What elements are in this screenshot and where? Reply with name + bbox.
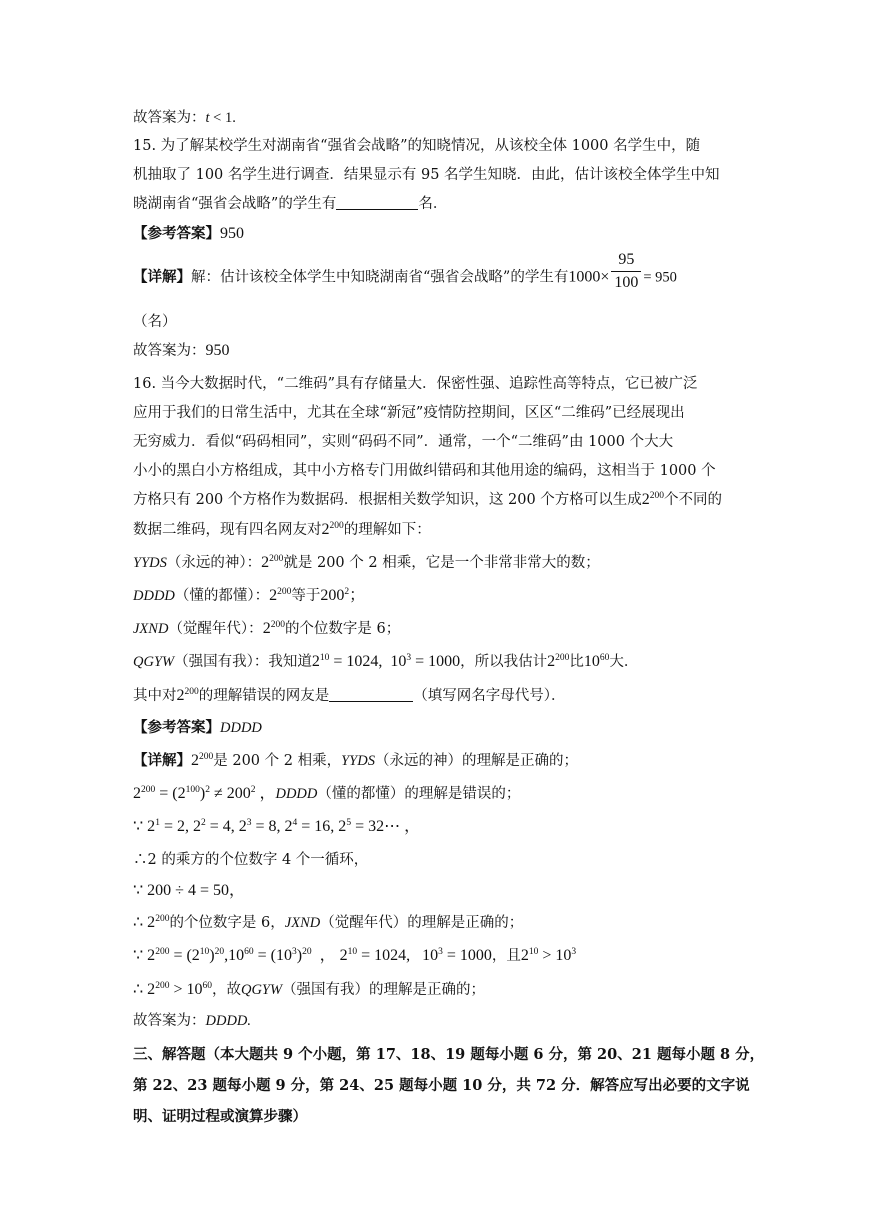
detail-16-line-7 [133,946,733,966]
detail-label: 【详解】 [133,268,191,286]
opinion-text: 等于 [291,588,321,604]
question-15-line-2: 机抽取了 100 名学生进行调查．结果显示有 95 名学生知晓．由此，估计该校全体学生中知 [133,167,720,183]
final-answer-15 [133,341,733,361]
question-15-line-3 [133,194,733,214]
answer-prefix: 故答案为： [133,110,206,126]
opinion-jxnd [133,619,733,639]
math-powers-sequence: ∵ $2^1 = 2$, $2^2 = 4$, $2^3 = 8$, $2^4 = 16$, $2^5$ = 32⋯ ， [133,818,421,835]
netizen-name: YYDS [341,753,375,769]
math-2-200: ∴ $2^{200}$ [133,914,170,931]
final-answer-16 [133,1011,733,1031]
opinion-text: 的个位数字是 6； [284,621,401,637]
q16-text: 数据二维码，现有四名网友对 [133,522,322,538]
answer-label: 【参考答案】 [133,719,220,736]
netizen-name: JXND [133,621,169,637]
detail-text: （强国有我）的理解是正确的； [282,982,486,998]
question-16-line-5 [133,490,733,510]
detail-16-line-8 [133,980,733,1000]
answer-prefix: 故答案为： [133,343,206,359]
netizen-name: JXND [284,915,321,931]
answer-prefix: 故答案为： [133,1013,206,1029]
math-part: ∵ 2 [133,818,156,835]
math-expression: $2^{200} = (2^{100})^2 \ne 200^2$ ， [133,785,276,802]
q16-text-tail: 的理解如下： [343,522,431,538]
q16-text: 其中对 [133,688,177,704]
netizen-name: DDDD [275,786,318,802]
opinion-dddd [133,586,733,606]
math-part: = (2 [159,785,186,802]
detail-16-line-3 [133,817,733,837]
detail-text: 解：估计该校全体学生中知晓湖南省“强省会战略”的学生有 [191,269,569,286]
math-part: = 2, 2 [163,818,201,835]
answer-value: 950 [205,342,230,359]
netizen-alias: （懂的都懂）： [174,588,270,604]
netizen-alias: （强国有我）：我知道 [174,654,312,670]
detail-text: （永远的神）的理解是正确的； [374,753,578,769]
question-16-line-6 [133,520,733,540]
netizen-name: DDDD [133,588,175,604]
q16-text: 的理解错误的网友是 [198,688,330,704]
math-part: ) [199,785,206,802]
netizen-name: QGYW [240,982,283,998]
netizen-name: YYDS [133,555,167,571]
math-2-200: $2^{200}$ [176,687,199,704]
math-2-200: $2^{200}$ [641,491,665,508]
math-2-200: $2^{200}$ [321,521,344,538]
answer-value: DDDD [220,720,262,736]
section-3-heading-line-3: 明、证明过程或演算步骤） [133,1108,307,1125]
math-2-200: $2^{200}$ [262,620,285,637]
q15-text: 晓湖南省“强省会战略”的学生有 [133,196,337,212]
detail-16-line-1 [133,751,733,771]
answer-label: 【参考答案】 [133,225,220,242]
answer-15-line [133,224,733,244]
opinion-than: 比 [569,654,584,670]
question-16-line-3: 无穷威力．看似“码码相同”，实则“码码不同”．通常，一个“二维码”由 1000 个大大 [133,434,674,450]
answer-blank [336,195,418,210]
math-lt-1: < 1. [209,110,236,126]
fraction-95-100 [611,250,641,293]
math-200-squared: $200^2$； [320,587,366,604]
fraction-denominator: 100 [611,271,641,293]
math-2-200: $2^{200}$ [547,653,570,670]
math-2-200: $2^{200}$ [269,587,292,604]
q16-text: 方格只有 200 个方格作为数据码．根据相关数学知识，这 200 个方格可以生成 [133,492,642,508]
q16-text-tail: （填写网名字母代号）． [413,688,566,704]
netizen-alias: （永远的神）： [166,555,262,571]
math-2-200: $2^{200}$ [191,752,214,769]
previous-answer-line [133,108,733,128]
q15-unit: 名． [418,196,448,212]
section-3-heading-line-2: 第 22、23 题每小题 9 分，第 24、25 题每小题 10 分，共 72 分．解答应写出必要的文字说 [133,1077,750,1094]
detail-text: ，且 [491,948,521,964]
math-eq-1000: = 1000 [415,653,461,670]
question-16-line-4: 小小的黑白小方格组成，其中小方格专门用做纠错码和其他用途的编码，这相当于 1000 个 [133,463,716,479]
math-10-3: $10^3$ [382,653,412,670]
opinion-text: ，所以我估计 [460,654,548,670]
section-3-heading-line-1: 三、解答题（本大题共 9 个小题，第 17、18、19 题每小题 6 分，第 20、21 题每小题 8 分， [133,1046,765,1063]
math-eq-1024: = 1024, [333,653,383,670]
detail-16-line-4: ∴2 的乘方的个位数字 4 个一循环， [133,852,369,868]
detail-16-line-5: ∵ 200 ÷ 4 = 50， [133,882,245,899]
detail-text: 是 200 个 2 相乘， [213,753,342,769]
netizen-alias: （觉醒年代）： [168,621,263,637]
opinion-tail: 大． [609,654,639,670]
fraction-numerator: 95 [618,251,635,268]
answer-value: 950 [220,225,244,242]
detail-label: 【详解】 [133,752,191,769]
detail-text: （觉醒年代）的理解是正确的； [320,915,524,931]
math-expression: $2^{10} > 10^3$ [520,947,577,964]
detail-15-unit: （名） [133,314,177,330]
math-result-950: = 950 [643,269,677,286]
math-expression: ∵ $2^{200} = (2^{10})^{20},10^{60} = (10^3)^{20}$ ， $2^{10} = 1024$, $10^3 = 1000$ [133,947,492,964]
answer-value: DDDD. [205,1013,252,1029]
answer-16-line [133,718,733,738]
math-t: t [205,110,210,126]
opinion-yyds [133,553,733,573]
opinion-qgyw [133,652,733,672]
detail-text: （懂的都懂）的理解是错误的； [317,786,521,802]
netizen-name: QGYW [133,654,175,670]
question-16-ask [133,686,733,706]
detail-text: 的个位数字是 6， [169,915,285,931]
math-1000-times: 1000× [568,268,610,286]
detail-16-line-2 [133,784,733,804]
math-expression: ∴ $2^{200} > 10^{60}$ [133,981,212,998]
opinion-text: 就是 200 个 2 相乘，它是一个非常非常大的数； [283,555,600,571]
math-part: ≠ 200 [209,785,251,802]
question-16-line-1: 16. 当今大数据时代，“二维码”具有存储量大．保密性强、追踪性高等特点，它已被广泛 [133,376,698,392]
question-16-line-2: 应用于我们的日常生活中，尤其在全球“新冠”疫情防控期间，区区“二维码”已经展现出 [133,405,685,421]
detail-16-line-6 [133,913,733,933]
q16-text-tail: 个不同的 [664,492,723,508]
answer-blank [329,687,413,702]
detail-text: ，故 [211,982,241,998]
math-part: ∴ 2 [133,914,156,931]
math-2-10: $2^{10}$ [311,653,330,670]
question-15-line-1: 15. 为了解某校学生对湖南省“强省会战略”的知晓情况，从该校全体 1000 名学生中，随 [133,138,701,154]
detail-15-line [133,251,733,302]
math-10-60: $10^{60}$ [583,653,610,670]
math-2-200: $2^{200}$ [261,554,284,571]
